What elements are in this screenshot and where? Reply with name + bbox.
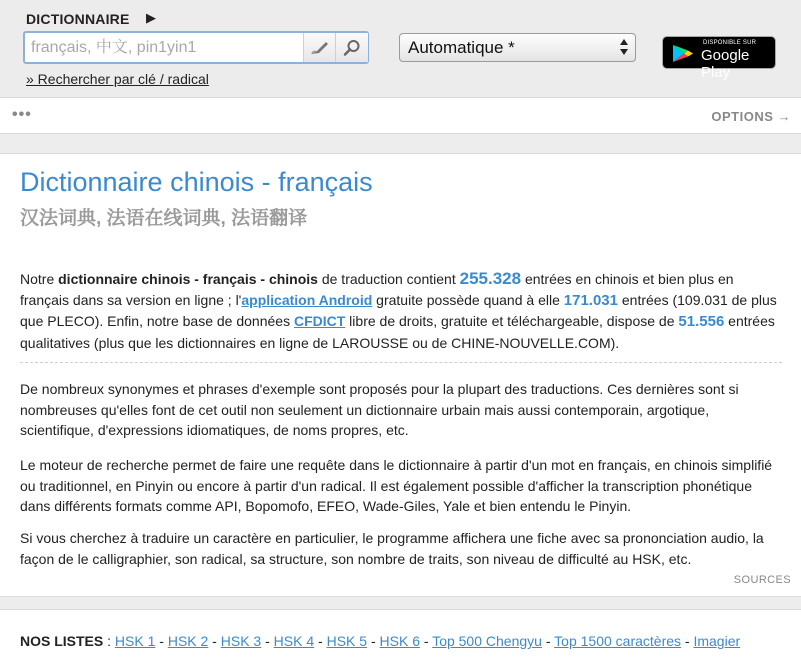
lists-title: NOS LISTES (20, 633, 104, 649)
list-link-characters[interactable]: Top 1500 caractères (554, 633, 682, 649)
cfdict-entries-count: 51.556 (678, 313, 725, 330)
list-separator: - (681, 633, 694, 649)
divider (20, 362, 782, 363)
intro-card (0, 153, 801, 597)
intro-text: ). Enfin, notre base de données (94, 313, 294, 329)
list-separator: - (261, 633, 274, 649)
dictionary-label: DICTIONNAIRE (26, 11, 130, 27)
list-separator: - (367, 633, 380, 649)
list-separator: - (541, 633, 555, 649)
list-separator: - (314, 633, 327, 649)
language-select[interactable] (399, 33, 636, 62)
intro-paragraph (20, 269, 782, 353)
intro-text: entrées en chinois et bien plus en français dans sa version en ligne ; l' (20, 271, 734, 308)
search-box (23, 31, 369, 64)
lists-colon: : (103, 633, 115, 649)
select-arrows-icon (620, 38, 628, 56)
list-link-imagier[interactable]: Imagier (693, 633, 741, 649)
intro-bold-text: dictionnaire chinois - français - chinois (58, 271, 318, 287)
list-link-hsk3[interactable]: HSK 3 (220, 633, 262, 649)
lists-card (0, 609, 801, 670)
radical-search-link[interactable]: » Rechercher par clé / radical (26, 71, 209, 87)
android-app-link[interactable]: application Android (241, 291, 373, 308)
paragraph-character: Si vous cherchez à traduire un caractère en particulier, le programme affichera une fiche avec sa prononciation audio, la façon de le calligraphier, son radical, sa structure, son nombre de traits, son niveau de difficulté au HSK, etc. (20, 530, 764, 567)
cfdict-link[interactable]: CFDICT (293, 313, 346, 329)
intro-text: entrées qualitatives (plus que les dictionnaires en ligne de LAROUSSE ou de CHINE-NOUVELLE.COM). (20, 313, 775, 351)
list-link-hsk4[interactable]: HSK 4 (273, 633, 315, 649)
google-play-badge[interactable] (662, 36, 776, 81)
list-link-hsk2[interactable]: HSK 2 (167, 633, 209, 649)
intro-text: de traduction contient (317, 271, 460, 287)
list-link-chengyu[interactable]: Top 500 Chengyu (432, 633, 542, 649)
search-icon (343, 39, 361, 57)
handwriting-brush-button[interactable] (303, 33, 336, 62)
options-bar (0, 97, 801, 134)
google-play-text: Google Play (701, 47, 750, 81)
paragraph-search-engine: Le moteur de recherche permet de faire une requête dans le dictionnaire à partir d'un mot en français, en chinois simplifié ou traditionnel, en Pinyin ou encore à partir d'un radical. Il est également possible d'afficher la transcription phonétique dans différents formats comme API, Bopomofo, EFEO, Wade-Giles, Yale et bien entendu le Pinyin. (20, 457, 773, 514)
list-link-hsk5[interactable]: HSK 5 (326, 633, 368, 649)
list-separator: - (419, 633, 433, 649)
list-separator: - (208, 633, 221, 649)
language-select-value: Automatique * (408, 38, 515, 57)
app-entries-count: 171.031 (563, 291, 618, 309)
search-button[interactable] (335, 33, 368, 62)
intro-text: Notre (20, 271, 59, 287)
intro-text: entrées (109.031 de plus que PLECO (20, 291, 777, 329)
search-header (0, 0, 801, 97)
play-arrow-icon[interactable]: ▶ (146, 10, 156, 25)
options-button[interactable]: OPTIONS → (711, 109, 791, 124)
google-play-logo-icon (672, 44, 694, 63)
entries-count: 255.328 (459, 269, 522, 288)
page-subtitle: 汉法词典, 法语在线词典, 法语翻译 (20, 208, 308, 229)
more-dots-icon[interactable]: ••• (12, 106, 32, 123)
lists-row (20, 633, 740, 649)
paragraph-synonyms: De nombreux synonymes et phrases d'exemple sont proposés pour la plupart des traductions. Ces dernières sont si nombreuses qu'elles font de cet outil non seulement un dictionnaire urbain mais aussi contemporain, argotique, scientifique, d'expressions idiomatiques, de noms propres, etc. (20, 381, 739, 438)
list-link-hsk6[interactable]: HSK 6 (379, 633, 420, 649)
intro-text: libre de droits, gratuite et téléchargeable, dispose de (345, 313, 679, 329)
page-title: Dictionnaire chinois - français (20, 167, 373, 197)
list-link-hsk1[interactable]: HSK 1 (114, 633, 156, 649)
list-separator: - (155, 633, 168, 649)
google-play-small-text: DISPONIBLE SUR (703, 40, 757, 46)
search-input[interactable] (25, 33, 315, 62)
sources-link[interactable]: SOURCES (733, 574, 791, 586)
brush-icon (310, 40, 330, 56)
intro-text: gratuite possède quand à elle (372, 291, 564, 308)
